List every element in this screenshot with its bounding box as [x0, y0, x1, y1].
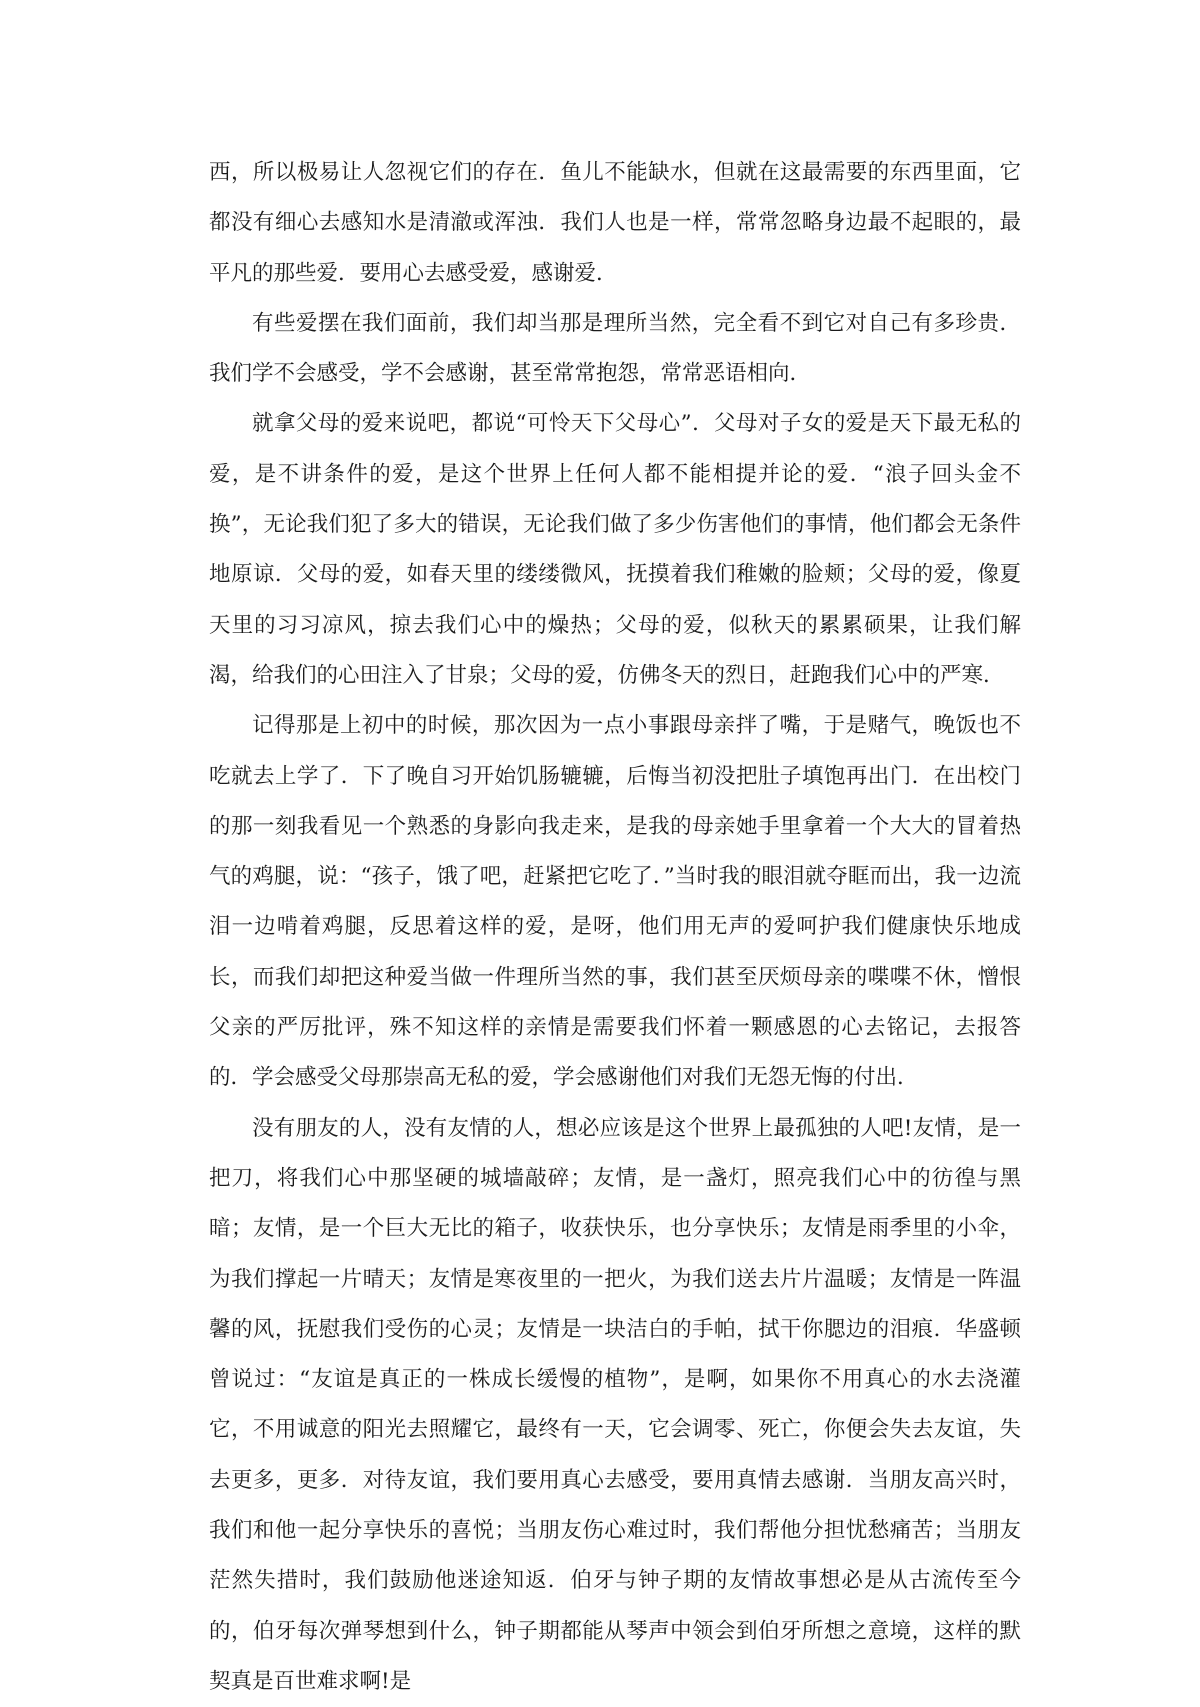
paragraph-friendship: 没有朋友的人，没有友情的人，想必应该是这个世界上最孤独的人吧!友情，是一把刀，将我们心中那坚硬的城墙敲碎；友情，是一盏灯，照亮我们心中的彷徨与黑暗；友情，是一个巨大无比的箱子，收获快乐，也分享快乐；友情是雨季里的小伞，为我们撑起一片晴天；友情是寒夜里的一把火，为我们送去片片温暖；友情是一阵温馨的风，抚慰我们受伤的心灵；友情是一块洁白的手帕，拭干你腮边的泪痕．华盛顿曾说过：“友谊是真正的一株成长缓慢的植物”，是啊，如果你不用真心的水去浇灌它，不用诚意的阳光去照耀它，最终有一天，它会调零、死亡，你便会失去友谊，失去更多，更多．对待友谊，我们要用真心去感受，要用真情去感谢．当朋友高兴时，我们和他一起分享快乐的喜悦；当朋友伤心难过时，我们帮他分担忧愁痛苦；当朋友茫然失措时，我们鼓励他迷途知返．伯牙与钟子期的友情故事想必是从古流传至今的，伯牙每次弹琴想到什么，钟子期都能从琴声中领会到伯牙所想之意境，这样的默契真是百世难求啊!是 [209, 1115, 1021, 1694]
document-body [209, 148, 1021, 1707]
paragraph-continued: 西，所以极易让人忽视它们的存在．鱼儿不能缺水，但就在这最需要的东西里面，它都没有细心去感知水是清澈或浑浊．我们人也是一样，常常忽略身边最不起眼的，最平凡的那些爱．要用心去感受爱，感谢爱． [209, 160, 1021, 286]
paragraph-parents-love: 就拿父母的爱来说吧，都说“可怜天下父母心”．父母对子女的爱是天下最无私的爱，是不讲条件的爱，是这个世界上任何人都不能相提并论的爱．“浪子回头金不换”，无论我们犯了多大的错误，无论我们做了多少伤害他们的事情，他们都会无条件地原谅．父母的爱，如春天里的缕缕微风，抚摸着我们稚嫩的脸颊；父母的爱，像夏天里的习习凉风，掠去我们心中的燥热；父母的爱，似秋天的累累硕果，让我们解渴，给我们的心田注入了甘泉；父母的爱，仿佛冬天的烈日，赶跑我们心中的严寒． [209, 411, 1021, 688]
paragraph-memory-mother: 记得那是上初中的时候，那次因为一点小事跟母亲拌了嘴，于是赌气，晚饭也不吃就去上学了．下了晚自习开始饥肠辘辘，后悔当初没把肚子填饱再出门．在出校门的那一刻我看见一个熟悉的身影向我走来，是我的母亲她手里拿着一个大大的冒着热气的鸡腿，说：“孩子，饿了吧，赶紧把它吃了．”当时我的眼泪就夺眶而出，我一边流泪一边啃着鸡腿，反思着这样的爱，是呀，他们用无声的爱呵护我们健康快乐地成长，而我们却把这种爱当做一件理所当然的事，我们甚至厌烦母亲的喋喋不休，憎恨父亲的严厉批评，殊不知这样的亲情是需要我们怀着一颗感恩的心去铭记，去报答的．学会感受父母那崇高无私的爱，学会感谢他们对我们无怨无悔的付出． [209, 713, 1021, 1091]
paragraph-unnoticed-love: 有些爱摆在我们面前，我们却当那是理所当然，完全看不到它对自己有多珍贵．我们学不会感受，学不会感谢，甚至常常抱怨，常常恶语相向． [209, 310, 1021, 387]
